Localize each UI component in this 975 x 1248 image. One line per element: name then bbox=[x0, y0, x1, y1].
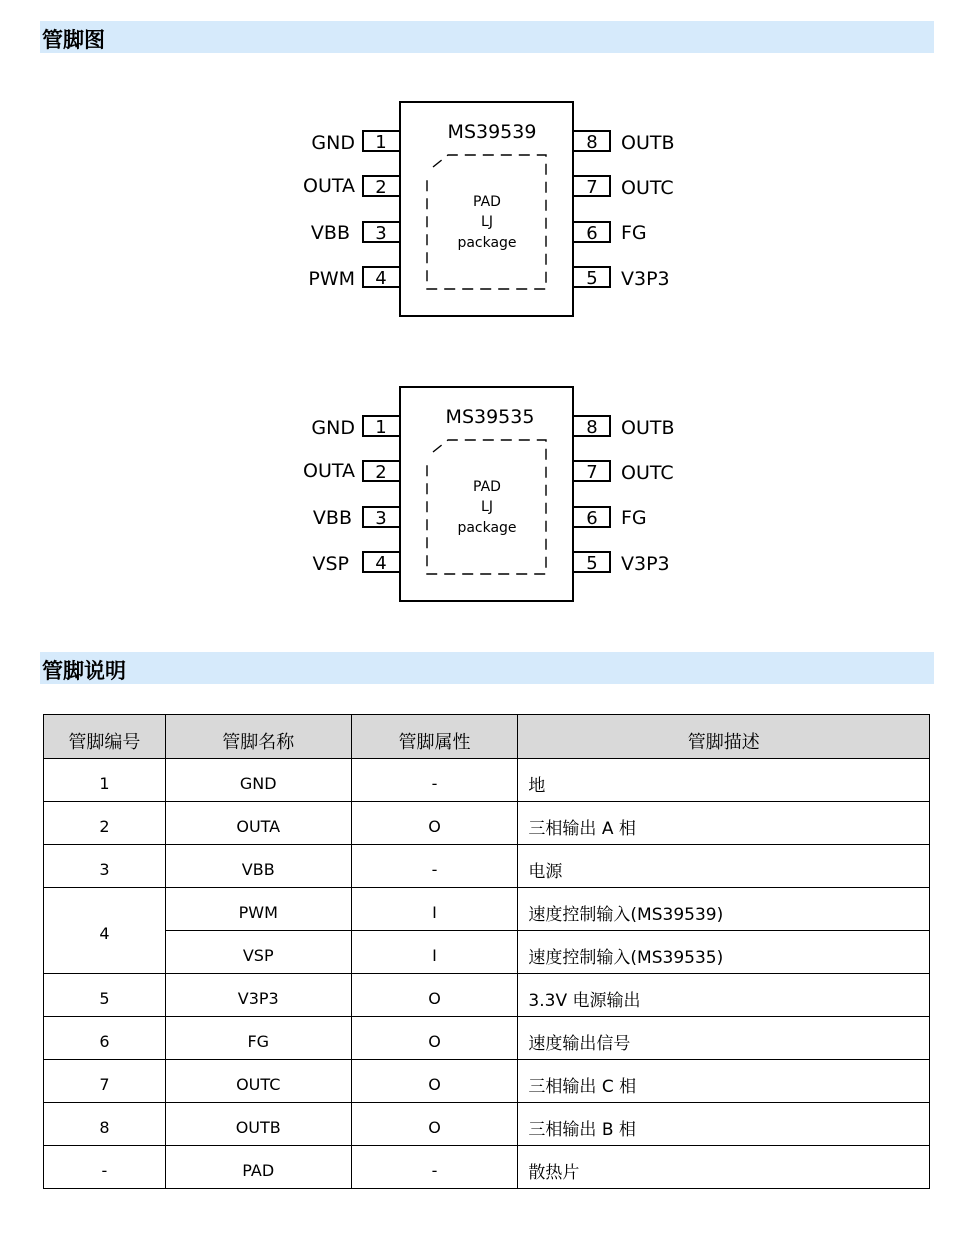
header-pin-description: 管脚描述 bbox=[518, 715, 930, 759]
cell-pin-description: 3.3V 电源输出 bbox=[518, 974, 930, 1017]
pin-1 bbox=[311, 131, 400, 154]
table-row bbox=[44, 802, 930, 845]
cell-pin-attribute: O bbox=[351, 974, 518, 1017]
pad-label: package bbox=[457, 235, 517, 251]
pin-3 bbox=[313, 507, 400, 529]
chip-diagram-ms39539 bbox=[0, 95, 975, 325]
table-row bbox=[44, 1017, 930, 1060]
svg-text:2: 2 bbox=[375, 462, 387, 483]
cell-pin-description: 速度输出信号 bbox=[518, 1017, 930, 1060]
pin-7 bbox=[573, 461, 674, 484]
pin-1 bbox=[311, 416, 400, 439]
cell-pin-description: 三相输出 B 相 bbox=[518, 1103, 930, 1146]
svg-text:GND: GND bbox=[311, 417, 355, 439]
svg-text:8: 8 bbox=[586, 132, 598, 153]
svg-text:2: 2 bbox=[375, 177, 387, 198]
cell-pin-attribute: O bbox=[351, 1017, 518, 1060]
table-row bbox=[44, 845, 930, 888]
cell-pin-number: 5 bbox=[44, 974, 166, 1017]
pin-7 bbox=[573, 176, 674, 199]
pin-description-table bbox=[43, 714, 930, 1189]
svg-text:OUTA: OUTA bbox=[303, 460, 355, 482]
chip-title: MS39539 bbox=[447, 121, 537, 143]
svg-text:VSP: VSP bbox=[312, 553, 349, 575]
pin-4 bbox=[308, 267, 400, 290]
svg-text:OUTC: OUTC bbox=[621, 177, 674, 199]
cell-pin-attribute: - bbox=[351, 1146, 518, 1189]
pad-label: LJ bbox=[481, 214, 493, 230]
cell-pin-description: 速度控制输入(MS39539) bbox=[518, 888, 930, 931]
cell-pin-number: 7 bbox=[44, 1060, 166, 1103]
cell-pin-attribute: O bbox=[351, 802, 518, 845]
cell-pin-name: VBB bbox=[165, 845, 351, 888]
cell-pin-name: OUTB bbox=[165, 1103, 351, 1146]
cell-pin-attribute: - bbox=[351, 759, 518, 802]
header-pin-name: 管脚名称 bbox=[165, 715, 351, 759]
pad-label: PAD bbox=[473, 194, 501, 210]
pin-5 bbox=[573, 552, 670, 575]
cell-pin-description: 地 bbox=[518, 759, 930, 802]
pin-4 bbox=[312, 552, 400, 575]
cell-pin-name: GND bbox=[165, 759, 351, 802]
cell-pin-name: VSP bbox=[165, 931, 351, 974]
pad-label: package bbox=[457, 520, 517, 536]
svg-text:OUTA: OUTA bbox=[303, 175, 355, 197]
svg-text:FG: FG bbox=[621, 222, 647, 244]
table-row bbox=[44, 1146, 930, 1189]
svg-text:GND: GND bbox=[311, 132, 355, 154]
svg-text:8: 8 bbox=[586, 417, 598, 438]
cell-pin-attribute: O bbox=[351, 1103, 518, 1146]
section-title: 管脚说明 bbox=[42, 659, 126, 683]
cell-pin-description: 三相输出 A 相 bbox=[518, 802, 930, 845]
svg-text:VBB: VBB bbox=[312, 507, 352, 529]
cell-pin-name: FG bbox=[165, 1017, 351, 1060]
cell-pin-number: 6 bbox=[44, 1017, 166, 1060]
cell-pin-description: 电源 bbox=[518, 845, 930, 888]
pin-8 bbox=[573, 131, 675, 154]
cell-pin-name: OUTC bbox=[165, 1060, 351, 1103]
cell-pin-attribute: - bbox=[351, 845, 518, 888]
svg-text:6: 6 bbox=[586, 223, 598, 244]
svg-text:3: 3 bbox=[375, 508, 387, 529]
table-row bbox=[44, 1060, 930, 1103]
cell-pin-name: PWM bbox=[165, 888, 351, 931]
svg-text:1: 1 bbox=[375, 132, 387, 153]
header-pin-attribute: 管脚属性 bbox=[351, 715, 518, 759]
cell-pin-attribute: I bbox=[351, 931, 518, 974]
svg-text:3: 3 bbox=[375, 223, 387, 244]
svg-text:5: 5 bbox=[586, 553, 598, 574]
svg-text:4: 4 bbox=[375, 268, 387, 289]
pin-5 bbox=[573, 267, 670, 290]
svg-text:V3P3: V3P3 bbox=[621, 553, 670, 575]
cell-pin-name: V3P3 bbox=[165, 974, 351, 1017]
cell-pin-name: PAD bbox=[165, 1146, 351, 1189]
cell-pin-description: 速度控制输入(MS39535) bbox=[518, 931, 930, 974]
svg-text:VBB: VBB bbox=[310, 222, 350, 244]
section-header-pin-description bbox=[40, 652, 934, 684]
pad-label: LJ bbox=[481, 499, 493, 515]
cell-pin-number: 4 bbox=[44, 888, 166, 974]
cell-pin-name: OUTA bbox=[165, 802, 351, 845]
svg-text:5: 5 bbox=[586, 268, 598, 289]
table-row bbox=[44, 931, 930, 974]
svg-text:1: 1 bbox=[375, 417, 387, 438]
cell-pin-number: 2 bbox=[44, 802, 166, 845]
table-header-row bbox=[44, 715, 930, 759]
header-pin-number: 管脚编号 bbox=[44, 715, 166, 759]
svg-text:6: 6 bbox=[586, 508, 598, 529]
cell-pin-number: 1 bbox=[44, 759, 166, 802]
svg-text:V3P3: V3P3 bbox=[621, 268, 670, 290]
cell-pin-number: - bbox=[44, 1146, 166, 1189]
pin-3 bbox=[311, 222, 400, 244]
table-row bbox=[44, 888, 930, 931]
svg-text:4: 4 bbox=[375, 553, 387, 574]
svg-text:7: 7 bbox=[586, 177, 598, 198]
pad-label: PAD bbox=[473, 479, 501, 495]
pin-6 bbox=[573, 507, 647, 529]
svg-text:7: 7 bbox=[586, 462, 598, 483]
cell-pin-description: 散热片 bbox=[518, 1146, 930, 1189]
pin-2 bbox=[303, 460, 400, 483]
cell-pin-attribute: O bbox=[351, 1060, 518, 1103]
chip-diagram-ms39535 bbox=[0, 380, 975, 610]
cell-pin-number: 8 bbox=[44, 1103, 166, 1146]
svg-text:OUTB: OUTB bbox=[621, 132, 675, 154]
pin-8 bbox=[573, 416, 675, 439]
table-row bbox=[44, 1103, 930, 1146]
table-row bbox=[44, 974, 930, 1017]
svg-text:FG: FG bbox=[621, 507, 647, 529]
svg-text:OUTB: OUTB bbox=[621, 417, 675, 439]
svg-text:OUTC: OUTC bbox=[621, 462, 674, 484]
cell-pin-description: 三相输出 C 相 bbox=[518, 1060, 930, 1103]
pin-6 bbox=[573, 222, 647, 244]
cell-pin-number: 3 bbox=[44, 845, 166, 888]
cell-pin-attribute: I bbox=[351, 888, 518, 931]
svg-text:PWM: PWM bbox=[308, 268, 355, 290]
table-row bbox=[44, 759, 930, 802]
pin-2 bbox=[303, 175, 400, 198]
chip-title: MS39535 bbox=[445, 406, 535, 428]
section-header-pin-diagram bbox=[40, 21, 934, 53]
section-title: 管脚图 bbox=[42, 28, 105, 52]
